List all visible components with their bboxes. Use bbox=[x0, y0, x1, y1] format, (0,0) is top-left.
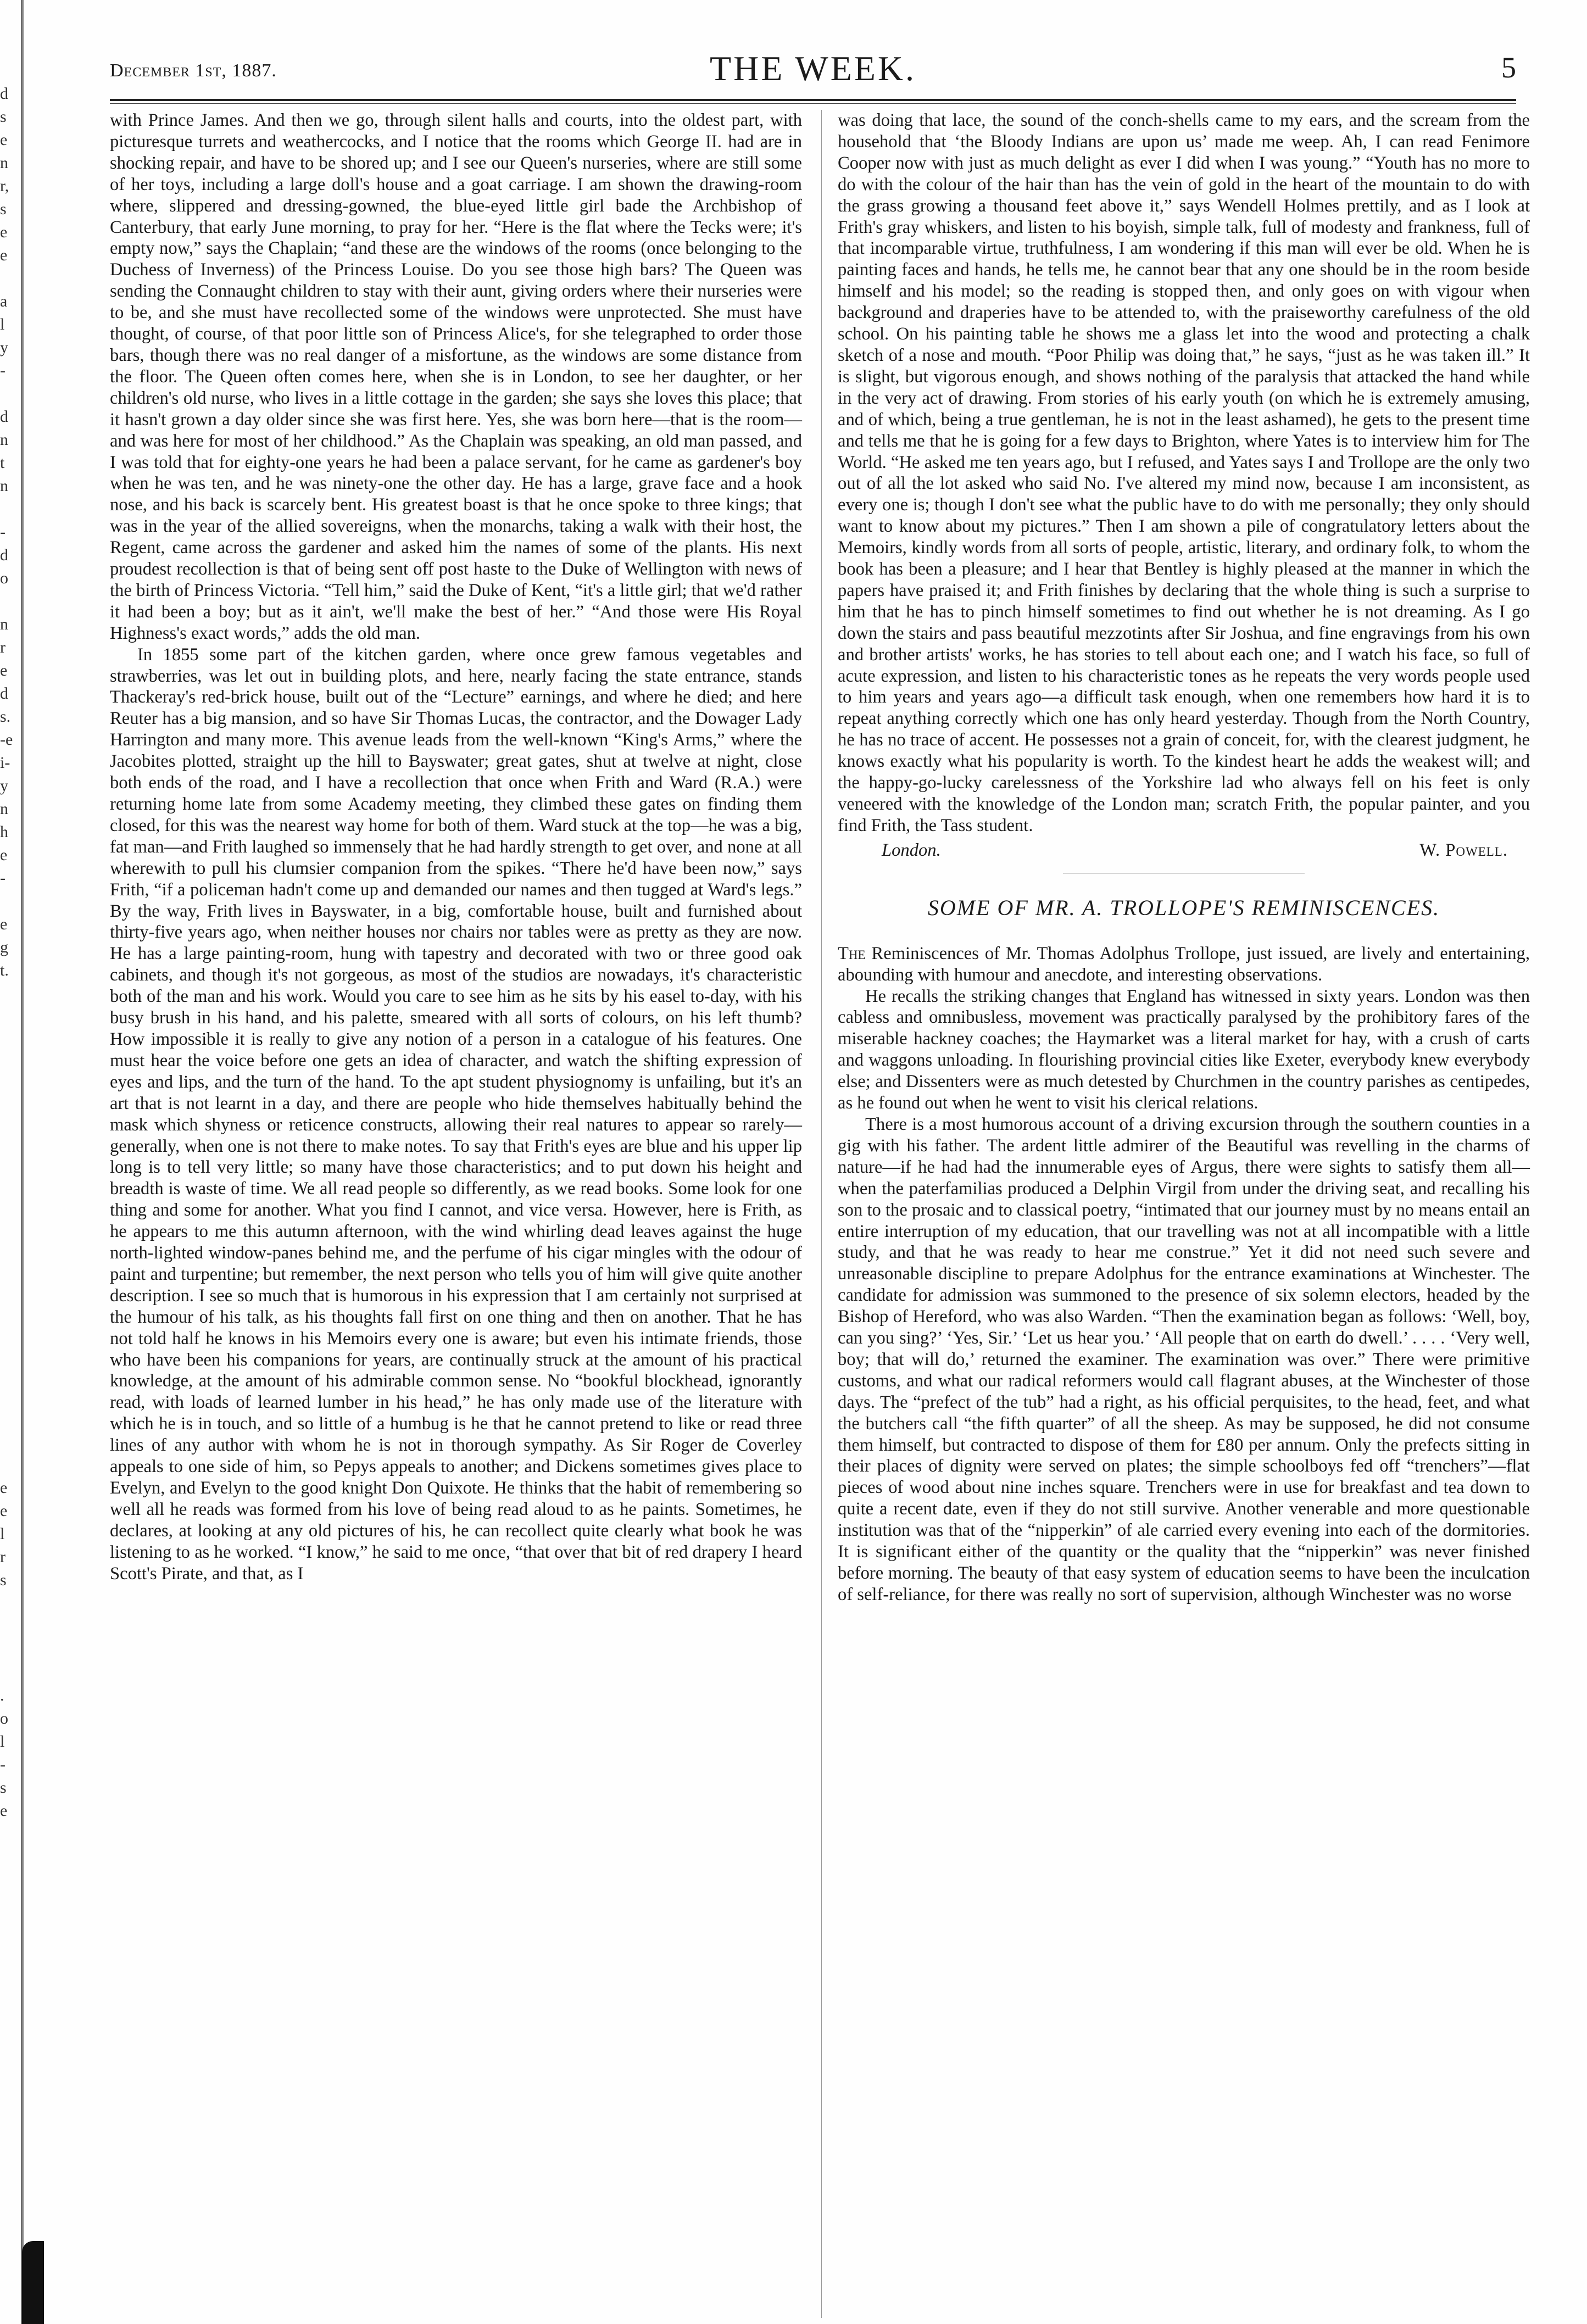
paragraph: There is a most humorous account of a driving excursion through the southern counties in a gig with his father. The ardent little admirer of the Beautiful was revelling in the charms of nature—if he had had the innumerable eyes of Argus, there were sights to satisfy them all—when the paterfamilias produced a Delphin Virgil from under the driving seat, and recalling his son to the prosaic and to classical poetry, “intimated that our journey must by no means entail an entire interruption of my education, that our travelling was not at all incompatible with a little study, and that he was ready to hear me construe.” Yet it did not need such severe and unreasonable discipline to prepare Adolphus for the entrance examinations at Winchester. The candidate for admission was summoned to the presence of six solemn electors, headed by the Bishop of Hereford, who was also Warden. “Then the examination began as follows: ‘Well, boy, can you sing?’ ‘Yes, Sir.’ ‘Let us hear you.’ ‘All people that on earth do dwell.’ . . . . ‘Very well, boy; that will do,’ returned the examiner. The examination was over.” There were primitive customs, and what our radical reformers would call flagrant abuses, at the Winchester of those days. The “prefect of the tub” had a right, as his official perquisites, to the head, feet, and what the butchers call “the fifth quarter” of all the sheep. As may be supposed, he did not consume them himself, but contracted to dispose of them for £80 per annum. Only the prefects sitting in their places of dignity were served on plates; the simple schoolboys fed off “trenchers”—flat pieces of wood about nine inches square. Trenchers were in use for breakfast and tea down to quite a recent date, even if they do not still survive. Another venerable and more questionable institution was that of the “nipperkin” of ale carried every evening into each of the dormitories. It is significant either of the quantity or the quality that the “nipperkin” was never finished before morning. The beauty of that easy system of education seems to have been the inculcation of self-reliance, for there was really no sort of supervision, although Winchester was no worse bbox=[838, 1114, 1530, 1604]
bleed-char bbox=[0, 1615, 16, 1638]
masthead-title: THE WEEK. bbox=[709, 49, 917, 88]
bleed-char: g bbox=[0, 938, 8, 956]
signoff-author: W. Powell. bbox=[1419, 840, 1508, 860]
bleed-char: n bbox=[0, 615, 8, 633]
bleed-char: e bbox=[0, 1479, 8, 1497]
bleed-char: l bbox=[0, 1525, 5, 1543]
bleed-char bbox=[0, 590, 16, 613]
header-rule bbox=[110, 99, 1516, 101]
column-divider bbox=[821, 110, 822, 2318]
bleed-char: - bbox=[0, 361, 5, 380]
left-column bbox=[110, 110, 802, 1585]
bleed-char: h bbox=[0, 823, 8, 841]
bleed-char: s bbox=[0, 1779, 7, 1797]
bleed-char bbox=[0, 890, 16, 913]
bleed-char: s bbox=[0, 108, 7, 126]
issue-date: December 1st, 1887. bbox=[110, 60, 277, 81]
bleed-char: e bbox=[0, 661, 8, 679]
bleed-char bbox=[0, 1592, 16, 1615]
bleed-gap bbox=[0, 982, 16, 1476]
bleed-char: y bbox=[0, 777, 8, 795]
paragraph: with Prince James. And then we go, through silent halls and courts, into the oldest part, with picturesque turrets and weathercocks, and I notice that the rooms which George II. had are in shocking repair, and have to be shored up; and I see our Queen's nurseries, where are still some of her toys, including a large doll's house and a goat carriage. I am shown the drawing-room where, slippered and dressing-gowned, the blue-eyed little girl bade the Archbishop of Canterbury, that early June morning, to pray for her. “Here is the flat where the Tecks were; it's empty now,” says the Chaplain; “and these are the windows of the rooms (once belonging to the Duchess of Inverness) of the Princess Louise. Do you see those high bars? The Queen was sending the Connaught children to stay with their aunt, giving orders where their nurseries were to be, and she must have recollected some of the windows were unprotected. She must have thought, of course, of that poor little son of Princess Alice's, for she telegraphed to order those bars, though there was no real danger of a misfortune, as the windows are some distance from the floor. The Queen often comes here, when she is in London, to see her daughter, or her children's old nurse, who lives in a little cottage in the garden; she says she loves this place; that it hasn't grown a day older since she was first here. Yes, she was born here—that is the room—and was here for most of her childhood.” As the Chaplain was speaking, an old man passed, and I was told that for eighty-one years he had been a palace servant, for he came as gardener's boy when he was ten, and he was ninety-one the other day. He has a large, grave face and a hook nose, and his back is scarcely bent. His greatest boast is that he once spoke to three kings; that was in the year of the allied sovereigns, when the monarchs, taking a walk with their host, the Regent, came across the gardener and asked him the names of some of the plants. His next proudest recollection is that of being sent off post haste to the Duke of Wellington with news of the birth of Princess Victoria. “Tell him,” said the Duke of Kent, “it's a little girl; that we'd rather it had been a boy; but as it ain't, we'll make the best of her.” “And those were His Royal Highness's exact words,” adds the old man. bbox=[110, 110, 802, 643]
bleed-char: e bbox=[0, 246, 8, 264]
bleed-char: i- bbox=[0, 754, 10, 772]
article-signoff bbox=[838, 840, 1530, 863]
bleed-char: s bbox=[0, 200, 7, 218]
bleed-char: e bbox=[0, 915, 8, 933]
bleed-char bbox=[0, 1638, 16, 1661]
bleed-char: - bbox=[0, 869, 5, 887]
scan-shadow bbox=[22, 2241, 44, 2324]
bleed-char: t bbox=[0, 454, 5, 472]
paragraph-text: Reminiscences of Mr. Thomas Adolphus Trollope, just issued, are lively and entertaining, abounding with humour and anecdote, and interesting observations. bbox=[838, 943, 1530, 985]
bleed-char: - bbox=[0, 1755, 5, 1774]
binding-edge bbox=[21, 0, 24, 2324]
bleed-char: o bbox=[0, 1709, 8, 1727]
bleed-char bbox=[0, 382, 16, 405]
paragraph: In 1855 some part of the kitchen garden, where once grew famous vegetables and strawberries, was let out in building plots, and here, nearly facing the state entrance, stands Thackeray's red-brick house, built out of the “Lecture” earnings, and where he died; and here Reuter has a big mansion, and so have Sir Thomas Lucas, the contractor, and the Dowager Lady Harrington and many more. This avenue leads from the well-known “King's Arms,” where the Jacobites plotted, straight up the hill to Bayswater; great gates, shut at twelve at night, close both ends of the road, and I have a recollection that once when Frith and Ward (R.A.) were returning home late from some Academy meeting, they climbed these gates on finding them closed, for this was the nearest way home for both of them. Ward stuck at the top—he was a big, fat man—and Frith laughed so immensely that he had hardly strength to get over, and none at all wherewith to pull his clumsier companion from the spikes. “There he'd have been now,” says Frith, “if a policeman hadn't come up and demanded our names and then tugged at Ward's legs.” By the way, Frith lives in Bayswater, in a big, comfortable house, built and furnished about thirty-five years ago, when neither houses nor chairs nor tables were as pretty as they are now. He has a large painting-room, hung with tapestry and decorated with two or three good oak cabinets, and though it's not gorgeous, as most of the studios are nowadays, it's characteristic both of the man and his work. Would you care to see him as he sits by his easel to-day, with his busy brush in his hand, and his palette, smeared with all sorts of colours, on his left thumb? How impossible it is really to give any notion of a person in a catalogue of his features. One must hear the voice before one gets an idea of character, and watch the shifting expression of eyes and lips, and the turn of the hand. To the apt student physiognomy is unfailing, but it's an art that is not learnt in a day, and there are people who hide themselves habitually behind the mask which shyness or reticence constructs, allowing their real natures to appear so rarely—generally, when one is not there to make notes. To say that Frith's eyes are blue and his upper lip long is to tell very little; so many have those characteristics; and to put down his height and breadth is waste of time. We all read people so differently, as we read books. Some look for one thing and some for another. What you find I cannot, and vice versa. However, here is Frith, as he appears to me this autumn afternoon, with the wind whirling dead leaves against the huge north-lighted window-panes behind me, and the perfume of his cigar mingles with the odour of paint and turpentine; but remember, the next person who tells you of him will give quite another description. I see so much that is humorous in his expression that I am certainly not surprised at the humour of his talk, as his thoughts fall first on one thing and then on another. That he has not told half he knows in his Memoirs every one is aware; but even his intimate friends, those who have been his companions for years, are continually struck at the amount of his practical knowledge, at the amount of his admirable common sense. No “bookful blockhead, ignorantly read, with loads of learned lumber in his head,” he has only made use of the literature with which he is in touch, and so little of a humbug is he that he cannot pretend to like or read three lines of any author with whom he is not in thorough sympathy. As Sir Roger de Coverley appeals to one side of him, so Pepys appeals to another; and Dickens sometimes gives place to Evelyn, and Evelyn to the good knight Don Quixote. He thinks that the habit of remembering so well all he reads was formed from his love of being read aloud to as he paints. Sometimes, he declares, at looking at any old pictures of his, he can recollect quite clearly what book he was listening to as he worked. “I know,” he said to me once, “that over that bit of red drapery I heard Scott's Pirate, and that, as I bbox=[110, 644, 802, 1584]
bleed-char: r bbox=[0, 638, 5, 656]
bleed-char: r, bbox=[0, 177, 9, 195]
paragraph: was doing that lace, the sound of the conch-shells came to my ears, and the scream from the household that ‘the Bloody Indians are upon us’ made me weep. Ah, I can read Fenimore Cooper now with just as much delight as ever I did when I was young.” “Youth has no more to do with the colour of the hair than has the vein of gold in the heart of the mountain to do with the grass growing a thousand feet above it,” says Wendell Holmes prettily, and as I look at Frith's gray whiskers, and listen to his boyish, simple talk, full of modesty and frankness, full of that incomparable virtue, truthfulness, I am wondering if this man will ever be old. When he is painting faces and hands, he tells me, he cannot bear that any one should be in the room beside himself and his model; so the reading is stopped then, and only goes on with vigour when background and draperies have to be attended to, with the praiseworthy carefulness of the old school. On his painting table he shows me a glass let into the wood and protecting a chalk sketch of a nose and mouth. “Poor Philip was doing that,” he says, “just as he was taken ill.” It is slight, but vigorous enough, and shows nothing of the paralysis that attacked the hand while in the very act of drawing. From stories of his early youth (on which he is extremely amusing, and of which, being a true gentleman, he is not in the least ashamed), he gets to the present time and tells me that he is going for a few days to Brighton, where Yates is to interview him for The World. “He asked me ten years ago, but I refused, and Yates says I and Trollope are the only two out of all the lot asked who said No. I've altered my mind now, because I am inconsistent, as every one is; though I don't see what the public have to do with me personally; they only should want to know about my pictures.” Then I am shown a pile of congratulatory letters about the Memoirs, kindly words from all sorts of people, artistic, literary, and ordinary folk, to whom the book has been a pleasure; and I hear that Bentley is highly pleased at the manner in which the papers have praised it; and Frith finishes by declaring that the whole thing is such a surprise to him that he has to pinch himself sometimes to find out whether he is not dreaming. As I go down the stairs and pass beautiful mezzotints after Sir Joshua, and fine engravings from his own and brother artists' works, he has stories to tell about each one; and I watch his face, so full of acute expression, and listen to his characteristic tones as he repeats the very words people used to him years and years ago—a difficult task enough, when one remembers how hard it is to repeat anything correctly which one has only heard yesterday. Though from the North Country, he has no trace of accent. He possesses not a grain of conceit, for, with the clearest judgment, he knows exactly what his popularity is worth. To the kindest heart he adds the weakest will; and the happy-go-lucky carelessness of the Yorkshire lad who always fell on his feet is only veneered with the knowledge of the London man; scratch Frith, the popular painter, and you find Frith, the Tass student. bbox=[838, 110, 1530, 835]
paragraph: He recalls the striking changes that England has witnessed in sixty years. London was then cabless and omnibusless, movement was practically paralysed by the prohibitory fares of the miserable hackney coaches; the Haymarket was a literal market for hay, with a crush of carts and waggons unloading. In flourishing provincial cities like Exeter, everybody knew everybody else; and Dissenters were as much detested by Churchmen in the country parishes as centipedes, as he found out when he went to visit his clerical relations. bbox=[838, 986, 1530, 1113]
bleed-char: . bbox=[0, 1686, 4, 1704]
bleed-char: n bbox=[0, 477, 8, 495]
bleed-char: n bbox=[0, 431, 8, 449]
bleed-char: d bbox=[0, 684, 8, 703]
bleed-char: d bbox=[0, 408, 8, 426]
header-rule-thin bbox=[110, 103, 1516, 104]
bleed-char: l bbox=[0, 315, 5, 333]
bleed-char: s. bbox=[0, 707, 11, 726]
bleed-char: d bbox=[0, 85, 8, 103]
bleed-char: e bbox=[0, 1802, 8, 1820]
bleed-char: -e bbox=[0, 731, 13, 749]
right-column bbox=[838, 110, 1530, 1606]
bleed-char: o bbox=[0, 569, 8, 587]
bleed-char bbox=[0, 1661, 16, 1684]
lead-word: The bbox=[838, 943, 866, 963]
bleed-char: - bbox=[0, 523, 5, 541]
bleed-char: r bbox=[0, 1548, 5, 1566]
bleed-char: t. bbox=[0, 961, 9, 979]
bleed-char: d bbox=[0, 546, 8, 564]
bleed-char bbox=[0, 267, 16, 290]
bleed-char: e bbox=[0, 1502, 8, 1520]
bleed-char: a bbox=[0, 292, 8, 310]
bleed-char: e bbox=[0, 131, 8, 149]
bleed-char: n bbox=[0, 154, 8, 172]
margin-bleed-text bbox=[0, 82, 16, 1823]
bleed-char: n bbox=[0, 800, 8, 818]
bleed-char: e bbox=[0, 223, 8, 241]
signoff-place: London. bbox=[882, 840, 941, 860]
paragraph bbox=[838, 943, 1530, 986]
bleed-char: e bbox=[0, 846, 8, 864]
page-header bbox=[110, 48, 1516, 98]
bleed-char bbox=[0, 498, 16, 521]
bleed-char: y bbox=[0, 338, 8, 356]
page-number: 5 bbox=[1501, 51, 1516, 84]
article-title: SOME OF MR. A. TROLLOPE'S REMINISCENCES. bbox=[927, 895, 1440, 920]
bleed-char: l bbox=[0, 1732, 5, 1751]
bleed-char: s bbox=[0, 1571, 7, 1589]
